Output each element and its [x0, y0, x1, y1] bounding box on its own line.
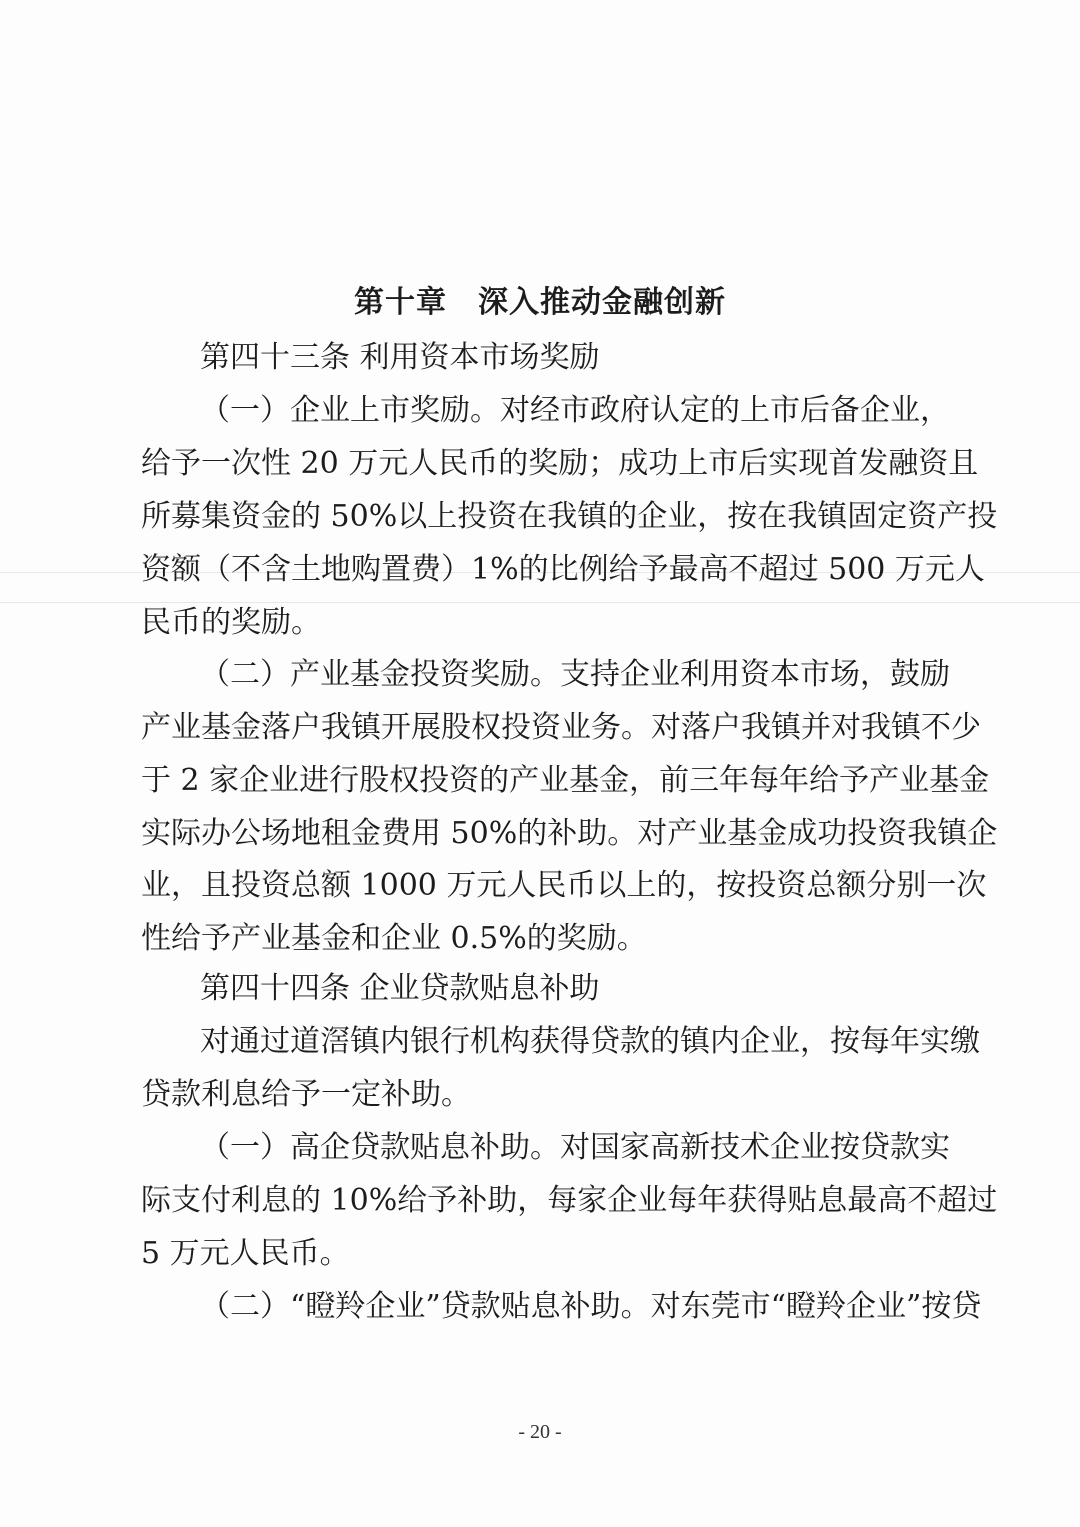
paragraph-line: 产业基金落户我镇开展股权投资业务。对落户我镇并对我镇不少 [141, 710, 981, 745]
article-44-title: 第四十四条 企业贷款贴息补助 [200, 971, 600, 1006]
paragraph-line: 5 万元人民币。 [141, 1236, 350, 1271]
paragraph-line: 际支付利息的 10%给予补助，每家企业每年获得贴息最高不超过 [141, 1183, 998, 1218]
paragraph-line: 资额（不含土地购置费）1%的比例给予最高不超过 500 万元人 [141, 552, 985, 587]
paragraph-line: （一）企业上市奖励。对经市政府认定的上市后备企业， [200, 393, 950, 428]
paragraph-line: （二）产业基金投资奖励。支持企业利用资本市场，鼓励 [200, 657, 950, 692]
paragraph-line: （二）“瞪羚企业”贷款贴息补助。对东莞市“瞪羚企业”按贷 [200, 1289, 982, 1324]
paragraph-line: 业，且投资总额 1000 万元人民币以上的，按投资总额分别一次 [141, 868, 987, 903]
page-number: - 20 - [518, 1421, 562, 1443]
article-43-title: 第四十三条 利用资本市场奖励 [200, 340, 600, 375]
paragraph-line: （一）高企贷款贴息补助。对国家高新技术企业按贷款实 [200, 1130, 950, 1165]
paragraph-line: 实际办公场地租金费用 50%的补助。对产业基金成功投资我镇企 [141, 816, 998, 851]
paragraph-line: 所募集资金的 50%以上投资在我镇的企业，按在我镇固定资产投 [141, 499, 998, 534]
paragraph-line: 民币的奖励。 [141, 605, 321, 640]
paragraph-line: 性给予产业基金和企业 0.5%的奖励。 [141, 921, 647, 956]
paragraph-line: 贷款利息给予一定补助。 [141, 1077, 471, 1112]
paragraph-line: 给予一次性 20 万元人民币的奖励；成功上市后实现首发融资且 [141, 446, 979, 481]
paragraph-line: 于 2 家企业进行股权投资的产业基金，前三年每年给予产业基金 [141, 763, 990, 798]
paragraph-line: 对通过道滘镇内银行机构获得贷款的镇内企业，按每年实缴 [200, 1024, 980, 1059]
chapter-title: 第十章 深入推动金融创新 [354, 285, 726, 320]
